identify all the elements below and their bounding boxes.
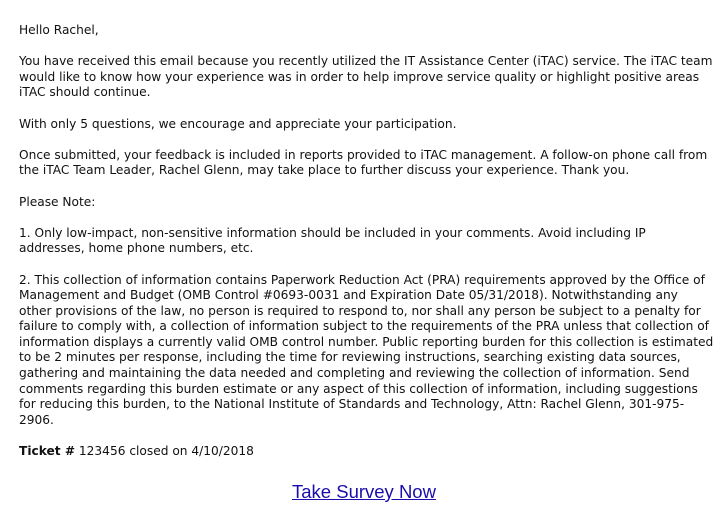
ticket-status: closed on 4/10/2018	[129, 444, 254, 459]
feedback-paragraph: Once submitted, your feedback is included in reports provided to iTAC management. A follow-on phone call from the iTAC Team Leader, Rachel Glenn, may take place to further discuss your experience. Thank you.	[19, 147, 708, 178]
take-survey-link[interactable]: Take Survey Now	[292, 481, 436, 502]
ticket-line	[19, 444, 714, 460]
survey-link-container	[0, 481, 728, 503]
participation-paragraph: With only 5 questions, we encourage and appreciate your participation.	[19, 116, 457, 131]
greeting: Hello Rachel,	[19, 23, 99, 37]
ticket-number: 123456	[78, 444, 126, 459]
note-item-1: 1. Only low-impact, non-sensitive information should be included in your comments. Avoid including IP addresses, home phone numbers, etc.	[19, 225, 646, 256]
note-item-2: 2. This collection of information contains Paperwork Reduction Act (PRA) requirements approved by the Office of Management and Budget (OMB Control #0693-0031 and Expiration Date 05/31/2018). Notwithstanding any other provisions of the law, no person is required to respond to, nor shall any person be subject to a penalty for failure to comply with, a collection of information subject to the requirements of the PRA unless that collection of information displays a currently valid OMB control number. Public reporting burden for this collection is estimated to be 2 minutes per response, including the time for reviewing instructions, searching existing data sources, gathering and maintaining the data needed and completing and reviewing the collection of information. Send comments regarding this burden estimate or any aspect of this collection of information, including suggestions for reducing this burden, to the National Institute of Standards and Technology, Attn: Rachel Glenn, 301-975-2906.	[19, 272, 714, 427]
email-body	[19, 23, 714, 475]
ticket-label: Ticket #	[19, 444, 76, 459]
note-heading: Please Note:	[19, 194, 96, 209]
intro-paragraph: You have received this email because you recently utilized the IT Assistance Center (iTAC) service. The iTAC team would like to know how your experience was in order to help improve service quality or highlight positive areas iTAC should continue.	[19, 54, 713, 100]
